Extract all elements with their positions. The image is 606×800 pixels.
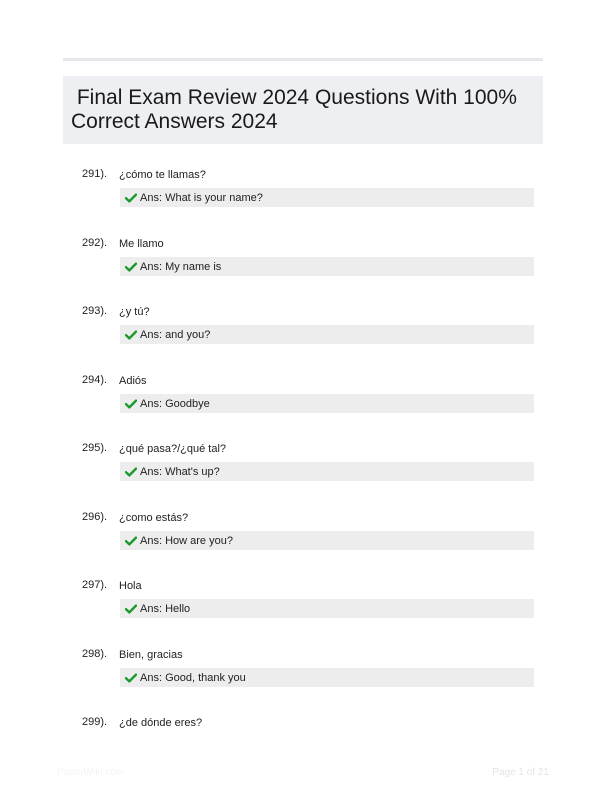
question-number: 294).	[82, 374, 108, 386]
answer-text: Ans: My name is	[140, 260, 222, 273]
footer-watermark: PaperWiki.com	[57, 767, 125, 778]
question-item	[0, 579, 606, 639]
page-number: Page 1 of 21	[492, 767, 549, 778]
answer-text: Ans: How are you?	[140, 534, 233, 547]
question-item	[0, 442, 606, 502]
title-banner	[63, 76, 543, 144]
answer-box	[120, 325, 534, 344]
answer-box	[120, 394, 534, 413]
checkmark-icon	[125, 330, 137, 340]
question-text: Me llamo	[119, 238, 164, 250]
answer-box	[120, 599, 534, 618]
question-text: Hola	[119, 580, 142, 592]
question-number: 297).	[82, 579, 108, 591]
answer-text: Ans: and you?	[140, 328, 211, 341]
answer-text: Ans: What is your name?	[140, 191, 263, 204]
answer-box	[120, 668, 534, 687]
question-number: 291).	[82, 168, 108, 180]
question-text: ¿qué pasa?/¿qué tal?	[119, 443, 227, 455]
checkmark-icon	[125, 536, 137, 546]
answer-text: Ans: Goodbye	[140, 397, 210, 410]
checkmark-icon	[125, 193, 137, 203]
answer-box	[120, 188, 534, 207]
question-number: 298).	[82, 648, 108, 660]
question-text: ¿cómo te llamas?	[119, 169, 206, 181]
question-item	[0, 305, 606, 365]
question-number: 293).	[82, 305, 108, 317]
question-number: 296).	[82, 511, 108, 523]
page-title: Final Exam Review 2024 Questions With 100% Correct Answers 2024	[71, 86, 517, 133]
question-item	[0, 237, 606, 297]
question-item	[0, 374, 606, 434]
answer-box	[120, 462, 534, 481]
question-text: ¿y tú?	[119, 306, 150, 318]
question-number: 299).	[82, 716, 108, 728]
question-item	[0, 511, 606, 571]
answer-box	[120, 531, 534, 550]
top-divider	[63, 58, 543, 61]
question-item	[0, 168, 606, 228]
question-number: 295).	[82, 442, 108, 454]
answer-text: Ans: Hello	[140, 602, 191, 615]
checkmark-icon	[125, 604, 137, 614]
checkmark-icon	[125, 467, 137, 477]
question-text: Adiós	[119, 375, 147, 387]
answer-text: Ans: Good, thank you	[140, 671, 246, 684]
question-text: Bien, gracias	[119, 649, 183, 661]
answer-text: Ans: What's up?	[140, 465, 220, 478]
answer-box	[120, 257, 534, 276]
question-text: ¿de dónde eres?	[119, 717, 203, 729]
checkmark-icon	[125, 673, 137, 683]
checkmark-icon	[125, 399, 137, 409]
question-number: 292).	[82, 237, 108, 249]
question-item	[0, 648, 606, 708]
checkmark-icon	[125, 262, 137, 272]
question-text: ¿como estás?	[119, 512, 189, 524]
